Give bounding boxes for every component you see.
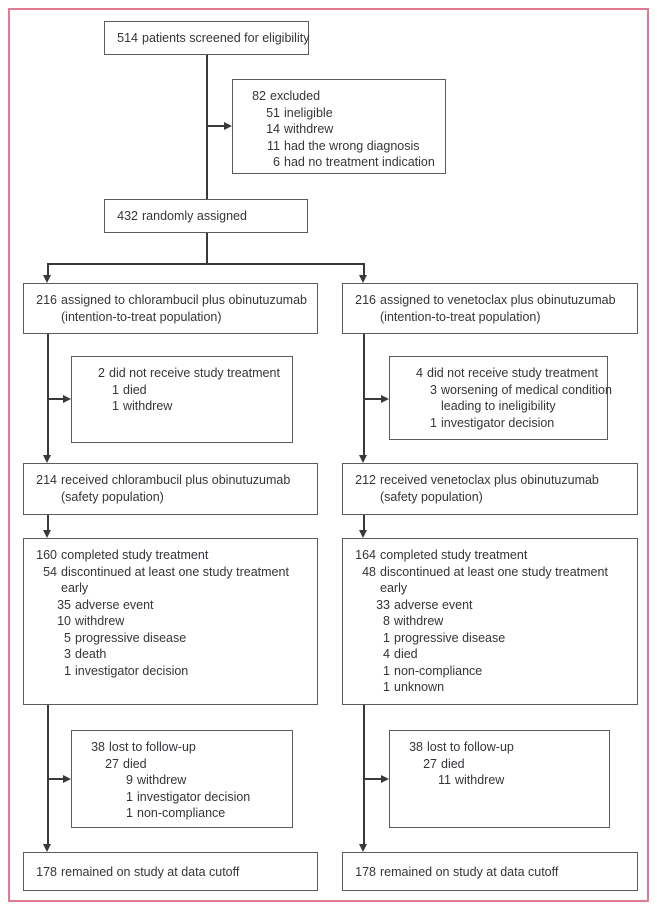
line-count: 27	[105, 756, 119, 771]
arrowhead-assigned-right	[359, 275, 367, 283]
box-line	[354, 489, 631, 506]
box-line	[35, 547, 311, 564]
arrowhead-assigned-left	[43, 275, 51, 283]
line-label: worsening of medical condition	[441, 382, 612, 397]
line-label: lost to follow-up	[427, 740, 514, 754]
line-label: withdrew	[75, 614, 125, 628]
box-line	[401, 382, 612, 399]
line-count: 1	[383, 663, 390, 678]
line-label: did not receive study treatment	[427, 366, 598, 380]
line-label: died	[441, 756, 465, 771]
line-label: ineligible	[284, 105, 333, 120]
line-count: 8	[383, 614, 390, 628]
box-line	[35, 663, 311, 680]
line-count: 1	[430, 415, 437, 430]
box-lost-followup-chlorambucil	[71, 730, 293, 828]
line-label: assigned to chlorambucil plus obinutuzumab	[61, 293, 307, 307]
connector-received-to-completed-right	[363, 515, 365, 530]
line-count: 514	[117, 31, 138, 45]
line-count: 11	[267, 138, 280, 153]
box-line	[401, 415, 601, 432]
box-line	[83, 805, 286, 822]
connector-received-to-completed-left	[47, 515, 49, 530]
arrowhead-dnr-right	[381, 395, 389, 403]
line-label: completed study treatment	[61, 548, 209, 562]
box-line	[116, 30, 310, 47]
line-count: 1	[383, 630, 390, 645]
line-label: early	[380, 581, 408, 595]
box-line	[35, 489, 311, 506]
line-label: non-compliance	[394, 663, 483, 678]
line-label: withdrew	[284, 122, 334, 136]
connector-assigned-to-received-left	[47, 334, 49, 455]
line-label: had the wrong diagnosis	[284, 138, 420, 153]
line-count: 1	[383, 680, 390, 694]
box-screened	[104, 21, 309, 55]
box-line	[354, 663, 631, 680]
line-count: 178	[36, 865, 57, 879]
arrowhead-completed-left	[43, 530, 51, 538]
line-label: received chlorambucil plus obinutuzumab	[61, 473, 291, 487]
line-label: died	[123, 382, 147, 397]
line-label: died	[394, 647, 418, 661]
box-line	[83, 772, 286, 789]
line-count: 6	[273, 155, 280, 169]
line-count: 178	[355, 865, 376, 879]
box-received-venetoclax	[342, 463, 638, 515]
line-count: 216	[36, 293, 57, 307]
box-line	[244, 88, 439, 105]
line-count: 1	[112, 382, 119, 397]
line-count: 3	[430, 382, 437, 397]
line-label: progressive disease	[75, 630, 187, 645]
connector-branch-lost-right	[364, 778, 381, 780]
connector-branch-dnr-right	[364, 398, 381, 400]
box-line	[35, 292, 311, 309]
box-randomly-assigned	[104, 199, 308, 233]
line-count: 33	[376, 597, 390, 612]
box-line	[401, 398, 601, 415]
line-count: 216	[355, 293, 376, 307]
line-count: 27	[423, 756, 437, 771]
line-count: 160	[36, 548, 57, 562]
box-remained-venetoclax	[342, 852, 638, 891]
line-label: withdrew	[394, 614, 444, 628]
line-count: 35	[57, 597, 71, 612]
box-line	[83, 382, 286, 399]
line-label: did not receive study treatment	[109, 366, 280, 380]
connector-assigned-to-received-right	[363, 334, 365, 455]
box-line	[354, 292, 631, 309]
box-line	[83, 365, 286, 382]
line-count: 3	[64, 647, 71, 661]
box-line	[83, 756, 286, 773]
line-count: 9	[126, 773, 133, 787]
box-line	[354, 597, 631, 614]
arrowhead-received-left	[43, 455, 51, 463]
box-completed-chlorambucil	[23, 538, 318, 705]
box-line	[354, 580, 631, 597]
line-label: discontinued at least one study treatment	[380, 564, 608, 579]
box-line	[401, 772, 603, 789]
line-label: non-compliance	[137, 806, 226, 820]
connector-completed-to-remained-left	[47, 705, 49, 844]
arrowhead-excluded	[224, 122, 232, 130]
line-count: 214	[36, 473, 57, 487]
box-not-treated-venetoclax	[389, 356, 612, 440]
connector-split	[47, 263, 365, 265]
line-count: 432	[117, 209, 138, 223]
line-label: adverse event	[75, 597, 154, 612]
line-label: (intention-to-treat population)	[61, 309, 222, 324]
box-line	[401, 365, 601, 382]
box-line	[35, 564, 311, 581]
line-count: 2	[98, 366, 105, 380]
line-label: withdrew	[137, 773, 187, 787]
box-remained-chlorambucil	[23, 852, 318, 891]
line-label: progressive disease	[394, 630, 506, 645]
line-label: had no treatment indication	[284, 155, 435, 169]
box-assigned-venetoclax	[342, 283, 638, 334]
line-count: 38	[409, 740, 423, 754]
line-label: early	[61, 581, 89, 595]
line-label: remained on study at data cutoff	[380, 865, 559, 879]
box-assigned-chlorambucil	[23, 283, 318, 334]
box-line	[354, 679, 631, 696]
box-line	[354, 630, 631, 647]
arrowhead-remained-left	[43, 844, 51, 852]
line-label: (safety population)	[380, 489, 483, 504]
line-label: completed study treatment	[380, 548, 528, 562]
line-label: discontinued at least one study treatment	[61, 564, 289, 579]
box-line	[35, 309, 311, 326]
line-count: 38	[91, 740, 105, 754]
line-count: 1	[126, 789, 133, 804]
line-label: patients screened for eligibility	[142, 31, 310, 45]
line-label: withdrew	[455, 773, 505, 787]
line-label: unknown	[394, 680, 445, 694]
box-line	[35, 472, 311, 489]
line-count: 1	[112, 399, 119, 413]
line-label: assigned to venetoclax plus obinutuzumab	[380, 293, 616, 307]
box-line	[83, 398, 286, 415]
connector-branch-lost-left	[48, 778, 63, 780]
line-label: investigator decision	[441, 415, 555, 430]
line-count: 212	[355, 473, 376, 487]
arrowhead-completed-right	[359, 530, 367, 538]
line-count: 54	[43, 564, 57, 579]
box-line	[35, 613, 311, 630]
box-line	[35, 597, 311, 614]
line-count: 48	[362, 564, 376, 579]
line-label: excluded	[270, 89, 321, 103]
line-label: adverse event	[394, 597, 473, 612]
box-line	[116, 208, 301, 225]
line-count: 51	[266, 105, 280, 120]
line-count: 11	[438, 773, 451, 787]
connector-split-right	[363, 263, 365, 275]
connector-randomized-down	[206, 233, 208, 263]
connector-screened-to-randomized	[206, 55, 208, 199]
line-label: randomly assigned	[142, 209, 247, 223]
line-label: investigator decision	[75, 663, 189, 678]
arrowhead-lost-right	[381, 775, 389, 783]
line-count: 14	[266, 122, 280, 136]
box-line	[354, 547, 631, 564]
box-line	[354, 864, 631, 881]
line-count: 164	[355, 548, 376, 562]
box-excluded	[232, 79, 446, 174]
box-line	[354, 564, 631, 581]
box-completed-venetoclax	[342, 538, 638, 705]
box-line	[35, 580, 311, 597]
box-line	[83, 739, 286, 756]
box-lost-followup-venetoclax	[389, 730, 610, 828]
arrowhead-dnr-left	[63, 395, 71, 403]
box-line	[244, 154, 439, 171]
line-count: 10	[57, 614, 71, 628]
box-line	[401, 756, 603, 773]
box-line	[244, 121, 439, 138]
line-label: leading to ineligibility	[441, 399, 556, 413]
line-label: (intention-to-treat population)	[380, 309, 541, 324]
box-line	[244, 138, 439, 155]
line-count: 82	[252, 89, 266, 103]
connector-completed-to-remained-right	[363, 705, 365, 844]
box-line	[35, 646, 311, 663]
box-line	[401, 739, 603, 756]
line-count: 1	[64, 663, 71, 678]
arrowhead-lost-left	[63, 775, 71, 783]
line-count: 4	[383, 647, 390, 661]
line-count: 5	[64, 630, 71, 645]
line-label: lost to follow-up	[109, 740, 196, 754]
box-line	[354, 309, 631, 326]
line-label: death	[75, 647, 107, 661]
box-line	[35, 864, 311, 881]
box-line	[354, 472, 631, 489]
line-label: investigator decision	[137, 789, 251, 804]
connector-branch-dnr-left	[48, 398, 63, 400]
box-received-chlorambucil	[23, 463, 318, 515]
connector-branch-excluded	[207, 125, 224, 127]
box-line	[244, 105, 439, 122]
box-not-treated-chlorambucil	[71, 356, 293, 443]
line-count: 4	[416, 366, 423, 380]
line-label: received venetoclax plus obinutuzumab	[380, 473, 599, 487]
arrowhead-received-right	[359, 455, 367, 463]
line-count: 1	[126, 806, 133, 820]
box-line	[35, 630, 311, 647]
box-line	[354, 646, 631, 663]
arrowhead-remained-right	[359, 844, 367, 852]
connector-split-left	[47, 263, 49, 275]
line-label: (safety population)	[61, 489, 164, 504]
line-label: died	[123, 756, 147, 771]
line-label: remained on study at data cutoff	[61, 865, 240, 879]
line-label: withdrew	[123, 399, 173, 413]
box-line	[83, 789, 286, 806]
box-line	[354, 613, 631, 630]
